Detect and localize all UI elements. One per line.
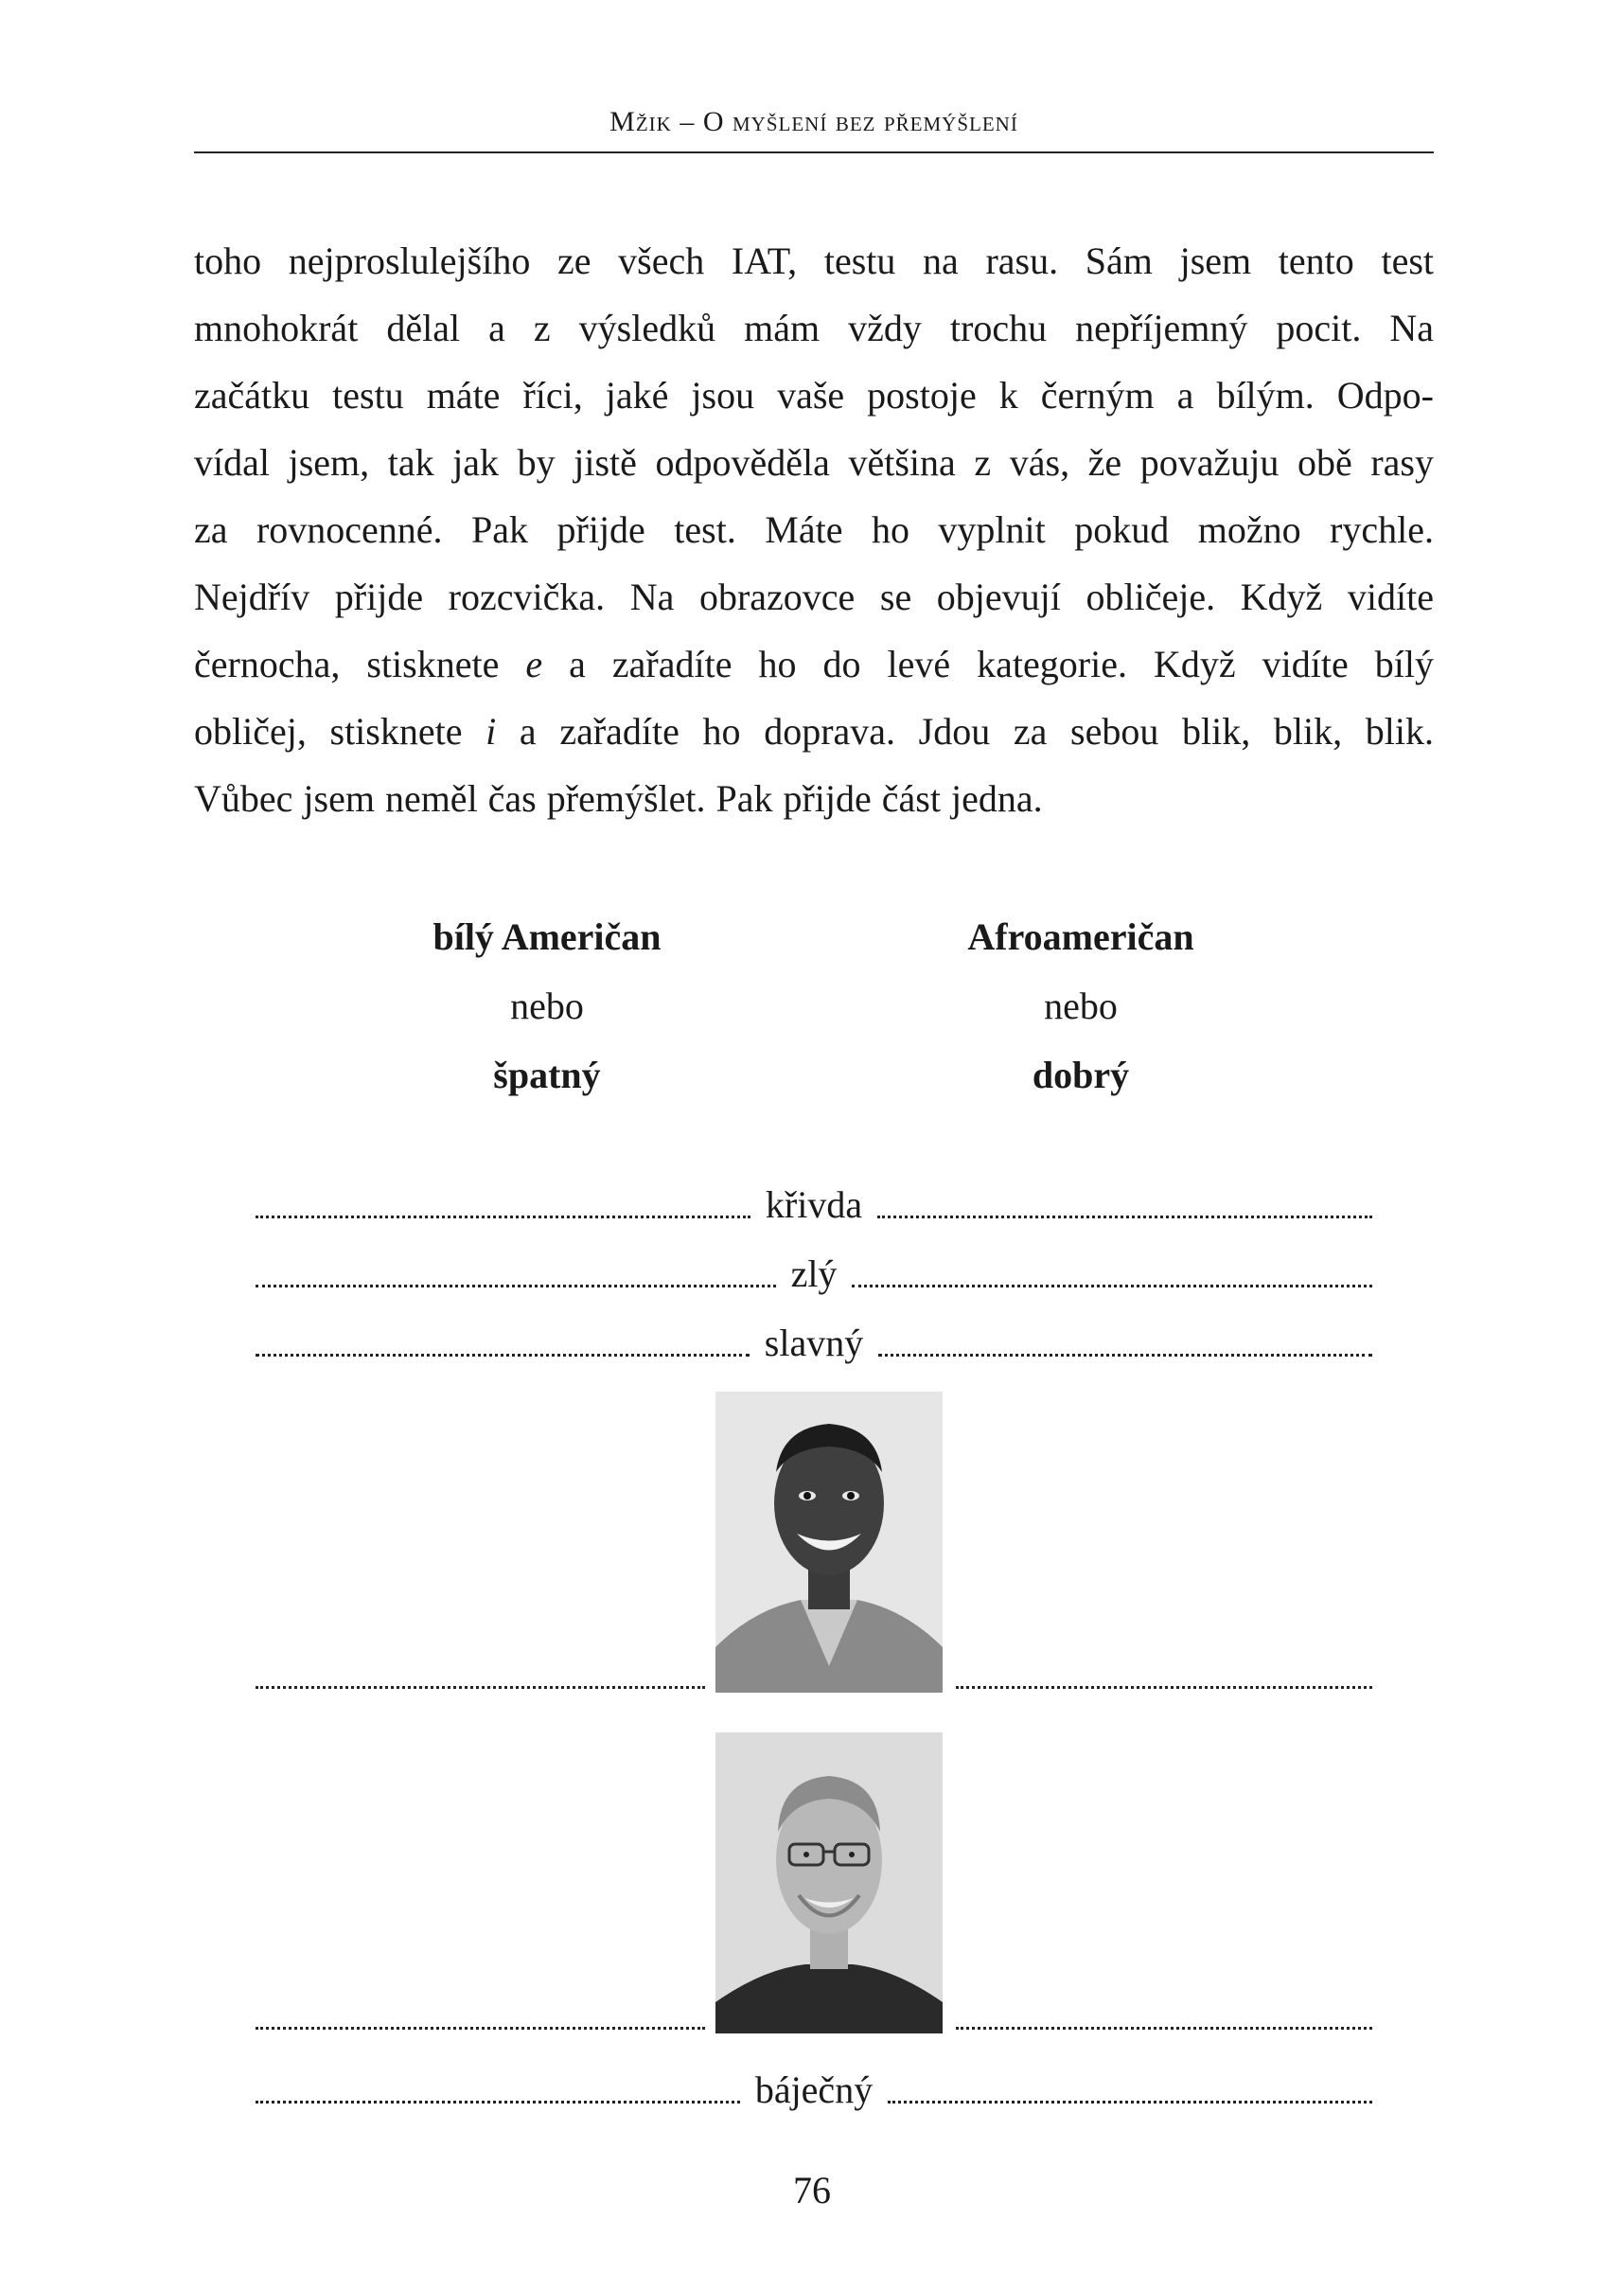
word-row <box>256 1171 1372 1237</box>
dotted-leader-right <box>878 1335 1372 1357</box>
dotted-leader-left <box>256 2025 705 2030</box>
dotted-leader-left <box>256 1684 705 1689</box>
key-letter: e <box>525 643 543 685</box>
photo-row <box>256 1392 1372 1695</box>
dotted-leader-right <box>888 2082 1372 2104</box>
body-line: mnohokrát dělal a z výsledků mám vždy trochu nepříjemný pocit. Na <box>194 307 1434 349</box>
body-line: toho nejproslulejšího ze všech IAT, testu na rasu. Sám jsem tento test <box>194 240 1434 282</box>
body-line-part: černocha, stisknete <box>194 643 526 685</box>
body-paragraph <box>194 227 1434 832</box>
category-left-middle: nebo <box>510 985 584 1027</box>
body-line: vídal jsem, tak jak by jistě odpověděla většina z vás, že považuju obě rasy <box>194 441 1434 484</box>
word-row <box>256 1240 1372 1306</box>
category-right-middle: nebo <box>1044 985 1118 1027</box>
body-line: za rovnocenné. Pak přijde test. Máte ho vyplnit pokud možno rychle. <box>194 508 1434 551</box>
word-row <box>256 2056 1372 2122</box>
word-row <box>256 1309 1372 1376</box>
running-head <box>194 106 1434 138</box>
category-left-top: bílý Američan <box>432 915 662 958</box>
body-line <box>194 698 1434 765</box>
category-left-bottom: špatný <box>493 1054 601 1096</box>
dotted-leader-left <box>256 1266 776 1287</box>
face-photo-white-man <box>715 1732 943 2033</box>
photo-row <box>256 1732 1372 2035</box>
dotted-leader-right <box>852 1266 1372 1287</box>
page-number: 76 <box>793 2169 831 2211</box>
category-left <box>358 902 736 1109</box>
category-right <box>891 902 1270 1109</box>
body-line: Vůbec jsem neměl čas přemýšlet. Pak přijde část jedna. <box>194 777 1043 820</box>
body-line-part: a zařadíte ho do levé kategorie. Když vidíte bílý <box>542 643 1434 685</box>
dotted-leader-right <box>956 1684 1372 1689</box>
body-line: začátku testu máte říci, jaké jsou vaše postoje k černým a bílým. Odpo- <box>194 374 1434 417</box>
body-line-part: obličej, stisknete <box>194 710 486 753</box>
body-line-part: a zařadíte ho doprava. Jdou za sebou blik, blik, blik. <box>496 710 1435 753</box>
body-line: Nejdřív přijde rozcvička. Na obrazovce se objevují obličeje. Když vidíte <box>194 576 1434 618</box>
running-title-rest: myšlení bez přemýšlení <box>732 106 1018 137</box>
header-rule <box>194 151 1434 153</box>
running-title-first: Mžik – O <box>609 106 725 137</box>
stimulus-word: báječný <box>754 2068 874 2111</box>
stimulus-word: slavný <box>764 1321 864 1364</box>
dotted-leader-right <box>877 1197 1372 1218</box>
dotted-leader-left <box>256 1197 750 1218</box>
stimulus-word: zlý <box>790 1252 838 1295</box>
face-photo-black-man <box>715 1392 943 1693</box>
category-right-bottom: dobrý <box>1032 1054 1130 1096</box>
body-line <box>194 630 1434 698</box>
key-letter: i <box>485 710 497 753</box>
stimulus-word: křivda <box>765 1182 863 1226</box>
dotted-leader-right <box>956 2025 1372 2030</box>
dotted-leader-left <box>256 1335 750 1357</box>
dotted-leader-left <box>256 2082 740 2104</box>
category-right-top: Afroameričan <box>967 915 1194 958</box>
